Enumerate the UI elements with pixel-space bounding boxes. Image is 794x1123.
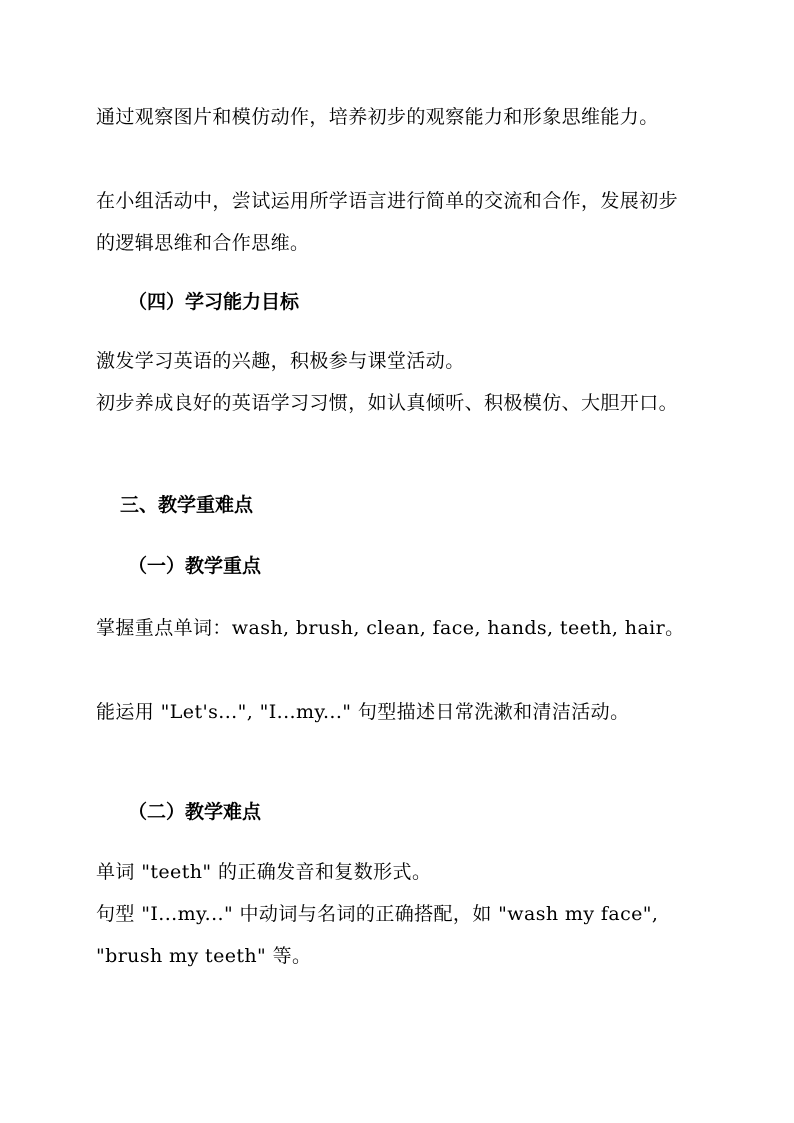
thinking-goal-paragraph-2: 在小组活动中，尝试运用所学语言进行简单的交流和合作，发展初步的逻辑思维和合作思维。: [96, 190, 679, 254]
learning-ability-goal-heading: （四）学习能力目标: [128, 291, 300, 313]
thinking-goal-paragraph-1: 通过观察图片和模仿动作，培养初步的观察能力和形象思维能力。: [96, 106, 659, 128]
teaching-key-points-heading: （一）教学重点: [128, 555, 262, 577]
teaching-key-difficult-points-heading: 三、教学重难点: [120, 494, 254, 516]
difficult-points-paragraph-1: 单词 "teeth" 的正确发音和复数形式。: [96, 861, 432, 883]
learning-ability-paragraph-1: 激发学习英语的兴趣，积极参与课堂活动。: [96, 350, 465, 372]
learning-ability-paragraph-2: 初步养成良好的英语学习习惯，如认真倾听、积极模仿、大胆开口。: [96, 392, 679, 414]
key-points-paragraph-1: 掌握重点单词：wash, brush, clean, face, hands, teeth, hair。: [96, 617, 685, 639]
difficult-points-paragraph-2: 句型 "I...my..." 中动词与名词的正确搭配，如 "wash my face", "brush my teeth" 等。: [96, 903, 659, 967]
teaching-difficult-points-heading: （二）教学难点: [128, 801, 262, 823]
key-points-paragraph-2: 能运用 "Let's...", "I...my..." 句型描述日常洗漱和清洁活动。: [96, 701, 630, 723]
